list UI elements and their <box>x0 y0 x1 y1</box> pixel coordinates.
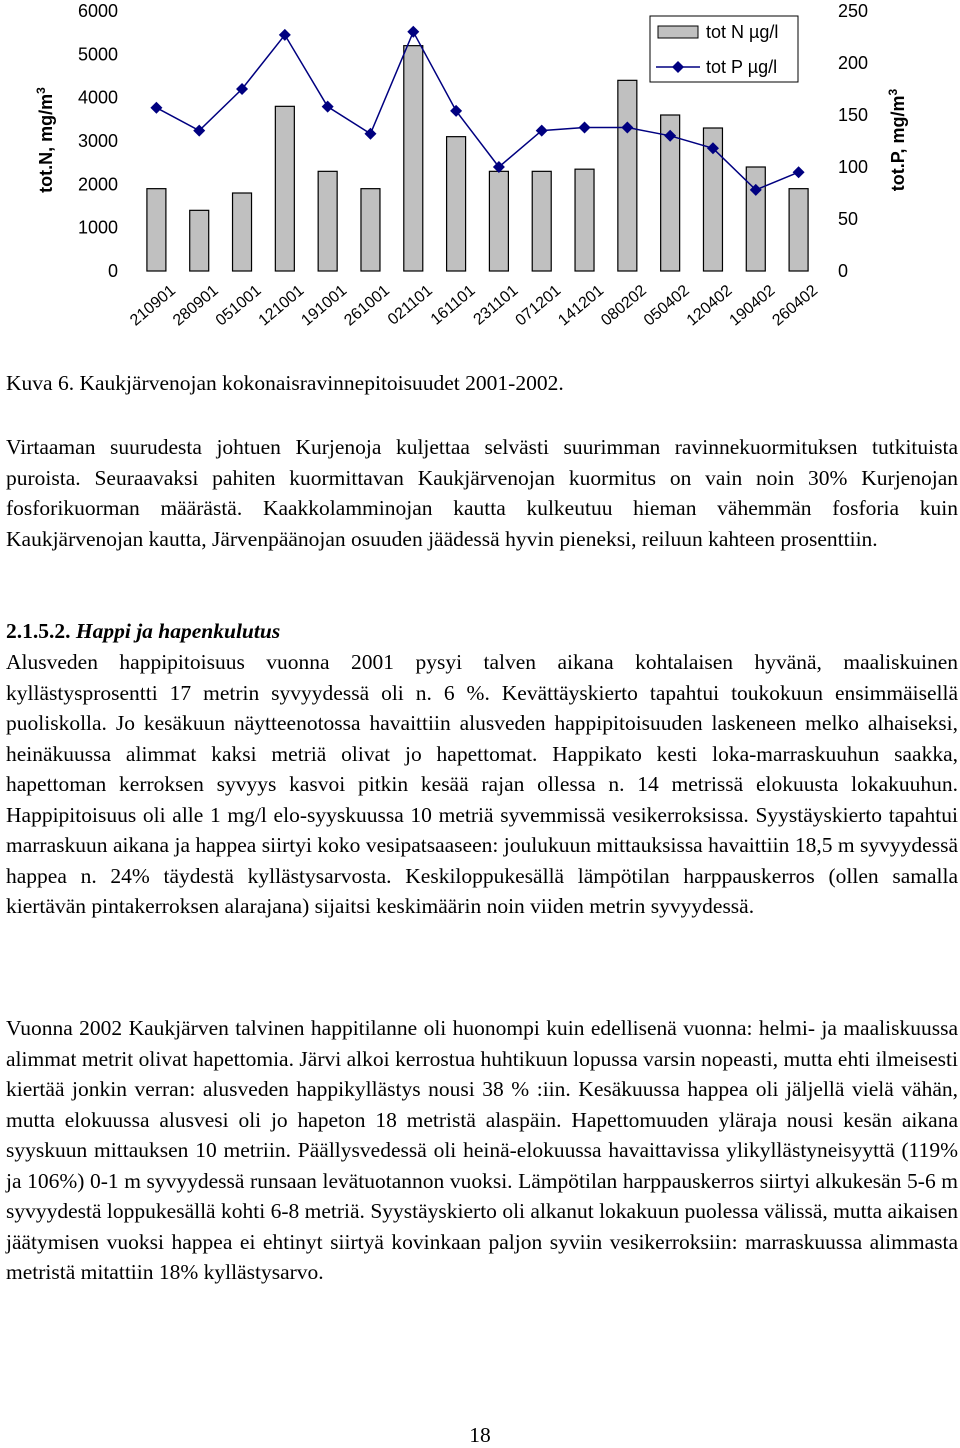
bar <box>575 169 594 271</box>
x-tick-label: 080202 <box>598 282 650 330</box>
legend-label-tot-n: tot N µg/l <box>706 22 779 42</box>
left-tick-label: 5000 <box>77 44 118 65</box>
x-tick-label: 191001 <box>298 282 351 330</box>
legend <box>650 16 798 82</box>
legend-label-tot-p: tot P µg/l <box>706 57 778 77</box>
point-marker <box>450 105 462 117</box>
x-tick-label: 261001 <box>341 282 394 330</box>
bar <box>275 106 294 271</box>
page-number: 18 <box>469 1423 491 1447</box>
x-axis-ticks <box>127 282 821 329</box>
point-marker <box>150 102 162 114</box>
bar <box>318 171 337 271</box>
left-tick-label: 3000 <box>77 131 118 151</box>
paragraph-loads: Virtaaman suurudesta johtuen Kurjenoja kuljettaa selvästi suurimman ravinnekuormituksen tutkituista puroista. Seuraavaksi pahiten kuormittavan Kaukjärvenojan kuormitus on vain noin 30% Kurjenojan fosforikuorman määrästä. Kaakkolamminojan kautta kulkeutuu hieman vähemmän fosforia kuin Kaukjärvenojan kautta, Järvenpäänojan osuuden jäädessä hyvin pieneksi, reiluun kahteen prosenttiin. <box>6 435 958 551</box>
x-tick-label: 231101 <box>470 282 522 329</box>
point-marker <box>322 101 334 113</box>
paragraph-oxygen-2001: Alusveden happipitoisuus vuonna 2001 pysyi talven aikana kohtalaisen hyvänä, maaliskuinen kyllästysprosentti 17 metrin syvyydessä oli n. 6 %. Kevättäyskierto tapahtui toukokuun ensimmäisellä puoliskolla. Jo kesäkuun näytteenotossa havaittiin alusveden happipitoisuuden laskeneen melko alhaiseksi, heinäkuussa alimmat kaksi metriä olivat jo hapettomat. Happikato kesti loka-marraskuuhun saakka, hapettoman kerroksen syvyys kasvoi pitkin kesää rajan ollessa n. 14 metrissä elokuusta lokakuuhun. Happipitoisuus oli alle 1 mg/l elo-syyskuussa 10 metriä syvemmissä vesikerroksissa. Syystäyskierto tapahtui marraskuun aikana ja happea siirtyi koko vesipatsaaseen: joulukuun mittauksissa havaittiin 18,5 m syvyydessä happea n. 24% täydestä kyllästysarvosta. Keskiloppukesällä lämpötilan harppauskerros (ollen samalla kiertävän pintakerroksen alarajana) sijaitsi keskimäärin noin viiden metrin syvyydessä. <box>6 650 958 918</box>
bar <box>190 210 209 271</box>
bar <box>361 189 380 271</box>
right-tick-label: 50 <box>838 209 859 229</box>
section-number: 2.1.5.2. <box>6 619 71 643</box>
x-tick-label: 210901 <box>127 282 179 330</box>
figure-caption: Kuva 6. Kaukjärvenojan kokonaisravinnepitoisuudet 2001-2002. <box>6 371 564 395</box>
legend-swatch-bar <box>658 26 698 38</box>
point-marker <box>407 26 419 38</box>
x-tick-label: 051001 <box>212 282 265 330</box>
x-tick-label: 120402 <box>683 282 736 330</box>
bar <box>789 189 808 271</box>
x-tick-label: 021101 <box>384 282 436 329</box>
bar <box>447 137 466 271</box>
section-heading <box>6 616 958 647</box>
bar <box>489 171 508 271</box>
x-tick-label: 050402 <box>640 282 693 330</box>
bar <box>147 189 166 271</box>
x-tick-label: 190402 <box>726 282 779 330</box>
right-axis-label: tot.P, $mg/m^3$ <box>886 88 908 192</box>
point-marker <box>579 121 591 133</box>
right-tick-label: 100 <box>838 157 869 177</box>
left-axis-ticks <box>78 1 118 281</box>
left-tick-label: 1000 <box>77 217 118 238</box>
left-axis-label: tot.N, $mg/m^3$ <box>34 87 56 193</box>
bar <box>532 171 551 271</box>
paragraph-oxygen-2002: Vuonna 2002 Kaukjärven talvinen happitilanne oli huonompi kuin edellisenä vuonna: helmi- ja maaliskuussa alimmat metrit olivat hapettomia. Järvi alkoi kerrostua huhtikuun lopussa varsin nopeasti, mutta ehti ilmeisesti kiertää jonkin verran: alusveden happikyllästys nousi 38 % :iin. Kesäkuussa happea oli jäljellä vielä vähän, mutta elokuussa alusvesi oli jo hapeton 18 metristä alaspäin. Hapettomuuden yläraja nousi kesän aikana syyskuun mittauksen 10 metriin. Päällysvedessä oli heinä-elokuussa havaittavissa ylikyllästyneisyyttä (119% ja 106%) 0-1 m syvyydessä runsaan levätuotannon vuoksi. Lämpötilan harppauskerros siirtyi alkukesän 5-6 m syvyydestä loppukesällä kohti 6-8 metriä. Syystäyskierto oli alkanut lokakuun puolessa välissä, mutta aikaisen jäätymisen vuoksi happea ei ehtinyt siirtyä kovinkaan paljon syviin vesikerroksiin: marraskuussa alimmasta metristä mitattiin 18% kyllästysarvo. <box>6 1016 958 1284</box>
x-tick-label: 260402 <box>769 282 822 330</box>
x-tick-label: 161101 <box>427 282 479 329</box>
left-tick-label: 2000 <box>77 174 118 195</box>
section-title: Happi ja hapenkulutus <box>75 619 281 643</box>
point-marker <box>364 128 376 140</box>
left-tick-label: 6000 <box>77 1 118 21</box>
right-tick-label: 200 <box>838 53 869 73</box>
x-tick-label: 121001 <box>255 282 308 330</box>
nutrient-chart <box>0 0 960 360</box>
bar <box>618 80 637 271</box>
point-marker <box>793 166 805 178</box>
bar <box>233 193 252 271</box>
right-tick-label: 150 <box>838 105 869 125</box>
bar <box>404 46 423 271</box>
x-tick-label: 071201 <box>512 282 565 330</box>
left-tick-label: 0 <box>107 261 118 281</box>
right-axis-ticks <box>838 1 868 281</box>
x-tick-label: 141201 <box>555 282 608 330</box>
right-tick-label: 0 <box>838 261 849 281</box>
x-tick-label: 280901 <box>169 282 222 330</box>
right-tick-label: 250 <box>838 1 869 21</box>
left-tick-label: 4000 <box>77 87 118 108</box>
